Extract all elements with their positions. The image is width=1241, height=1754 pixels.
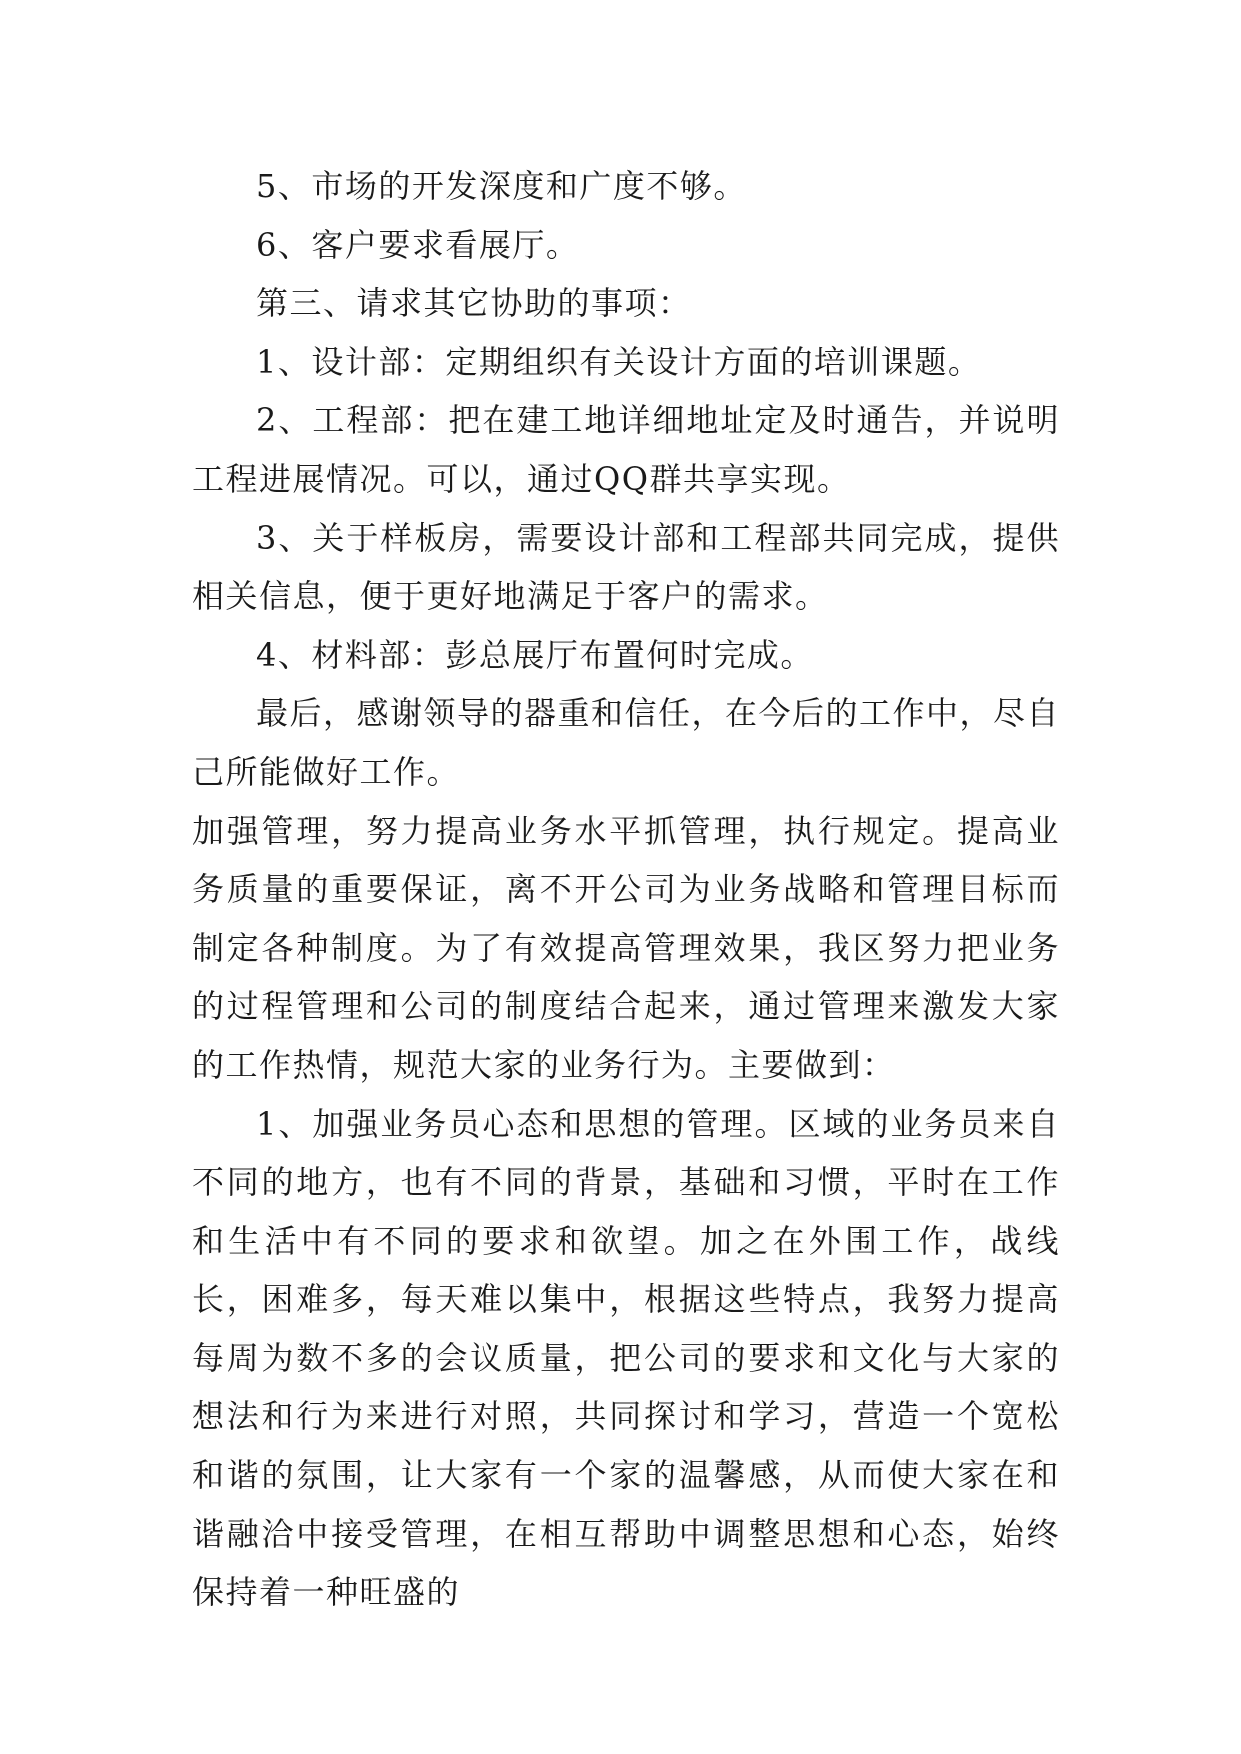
paragraph: 2、工程部：把在建工地详细地址定及时通告，并说明工程进展情况。可以，通过QQ群共享实现。 bbox=[192, 401, 1060, 498]
paragraph: 6、客户要求看展厅。 bbox=[256, 225, 580, 264]
paragraph: 1、加强业务员心态和思想的管理。区域的业务员来自不同的地方，也有不同的背景，基础和习惯，平时在工作和生活中有不同的要求和欲望。加之在外围工作，战线长，困难多，每天难以集中，根据这些特点，我努力提高每周为数不多的会议质量，把公司的要求和文化与大家的想法和行为来进行对照，共同探讨和学习，营造一个宽松和谐的氛围，让大家有一个家的温馨感，从而使大家在和谐融洽中接受管理，在相互帮助中调整思想和心态，始终保持着一种旺盛的 bbox=[192, 1104, 1060, 1612]
paragraph: 3、关于样板房，需要设计部和工程部共同完成，提供相关信息，便于更好地满足于客户的需求。 bbox=[192, 518, 1060, 616]
paragraph: 1、设计部：定期组织有关设计方面的培训课题。 bbox=[256, 342, 982, 381]
paragraph: 5、市场的开发深度和广度不够。 bbox=[256, 167, 747, 205]
paragraph: 4、材料部：彭总展厅布置何时完成。 bbox=[256, 635, 814, 674]
document-body bbox=[192, 157, 1060, 1622]
paragraph: 加强管理，努力提高业务水平抓管理，执行规定。提高业务质量的重要保证，离不开公司为业务战略和管理目标而制定各种制度。为了有效提高管理效果，我区努力把业务的过程管理和公司的制度结合起来，通过管理来激发大家的工作热情，规范大家的业务行为。主要做到： bbox=[192, 811, 1060, 1084]
paragraph: 最后，感谢领导的器重和信任，在今后的工作中，尽自己所能做好工作。 bbox=[192, 694, 1061, 791]
section-heading: 第三、请求其它协助的事项： bbox=[256, 284, 692, 323]
